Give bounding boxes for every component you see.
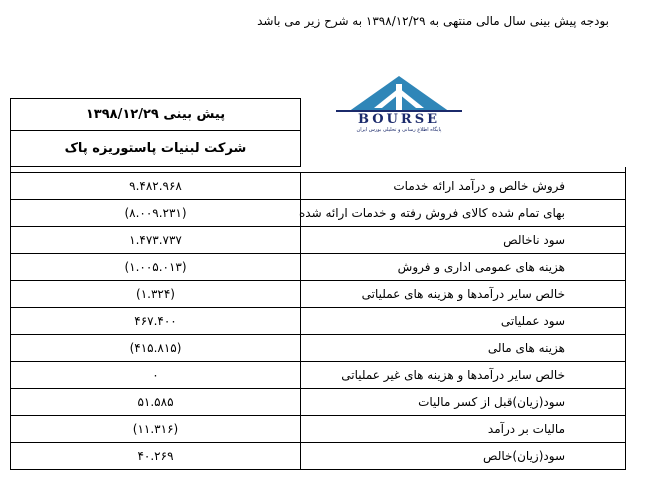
table-row — [11, 200, 626, 227]
table-row — [11, 173, 626, 200]
row-label: خالص سایر درآمدها و هزینه های عملیاتی — [301, 281, 626, 308]
table-row — [11, 335, 626, 362]
row-value: ۵۱.۵۸۵ — [11, 389, 301, 416]
row-value: (۸.۰۰۹.۲۳۱) — [11, 200, 301, 227]
budget-table — [10, 98, 626, 470]
table-row — [11, 362, 626, 389]
row-label: هزینه های مالی — [301, 335, 626, 362]
header-blank — [301, 99, 626, 131]
row-value: ۰ — [11, 362, 301, 389]
row-value: (۱۱.۳۱۶) — [11, 416, 301, 443]
table-row — [11, 254, 626, 281]
row-label: مالیات بر درآمد — [301, 416, 626, 443]
logo-wordmark: BOURSE — [358, 112, 440, 127]
row-label: سود(زیان)قبل از کسر مالیات — [301, 389, 626, 416]
row-value: (۴۱۵.۸۱۵) — [11, 335, 301, 362]
table-row — [11, 443, 626, 470]
table-row — [11, 308, 626, 335]
row-label: بهای تمام شده کالای فروش رفته و خدمات ارائه شده — [301, 200, 626, 227]
row-label: خالص سایر درآمدها و هزینه های غیر عملیاتی — [301, 362, 626, 389]
intro-text: بودجه پیش بینی سال مالی منتهی به ۱۳۹۸/۱۲/۲۹ به شرح زیر می باشد — [257, 14, 609, 28]
row-value: (۱.۰۰۵.۰۱۳) — [11, 254, 301, 281]
row-value: ۴۶۷.۴۰۰ — [11, 308, 301, 335]
table-row — [11, 389, 626, 416]
table-row — [11, 281, 626, 308]
row-label: سود(زیان)خالص — [301, 443, 626, 470]
company-header: شرکت لبنیات پاستوریزه پاک — [11, 131, 301, 167]
row-label: سود ناخالص — [301, 227, 626, 254]
row-value: ۴۰.۲۶۹ — [11, 443, 301, 470]
table-row — [11, 416, 626, 443]
row-label: سود عملیاتی — [301, 308, 626, 335]
row-label: فروش خالص و درآمد ارائه خدمات — [301, 173, 626, 200]
row-value: ۹.۴۸۲.۹۶۸ — [11, 173, 301, 200]
header-blank — [301, 131, 626, 167]
row-value: (۱.۳۲۴) — [11, 281, 301, 308]
table-row — [11, 227, 626, 254]
logo-subtitle: پایگاه اطلاع رسانی و تحلیلی بورس ایران — [356, 127, 442, 133]
row-value: ۱.۴۷۳.۷۳۷ — [11, 227, 301, 254]
date-header: پیش بینی ۱۳۹۸/۱۲/۲۹ — [11, 99, 301, 131]
header-row-company — [11, 131, 626, 167]
row-label: هزینه های عمومی اداری و فروش — [301, 254, 626, 281]
header-row-date — [11, 99, 626, 131]
